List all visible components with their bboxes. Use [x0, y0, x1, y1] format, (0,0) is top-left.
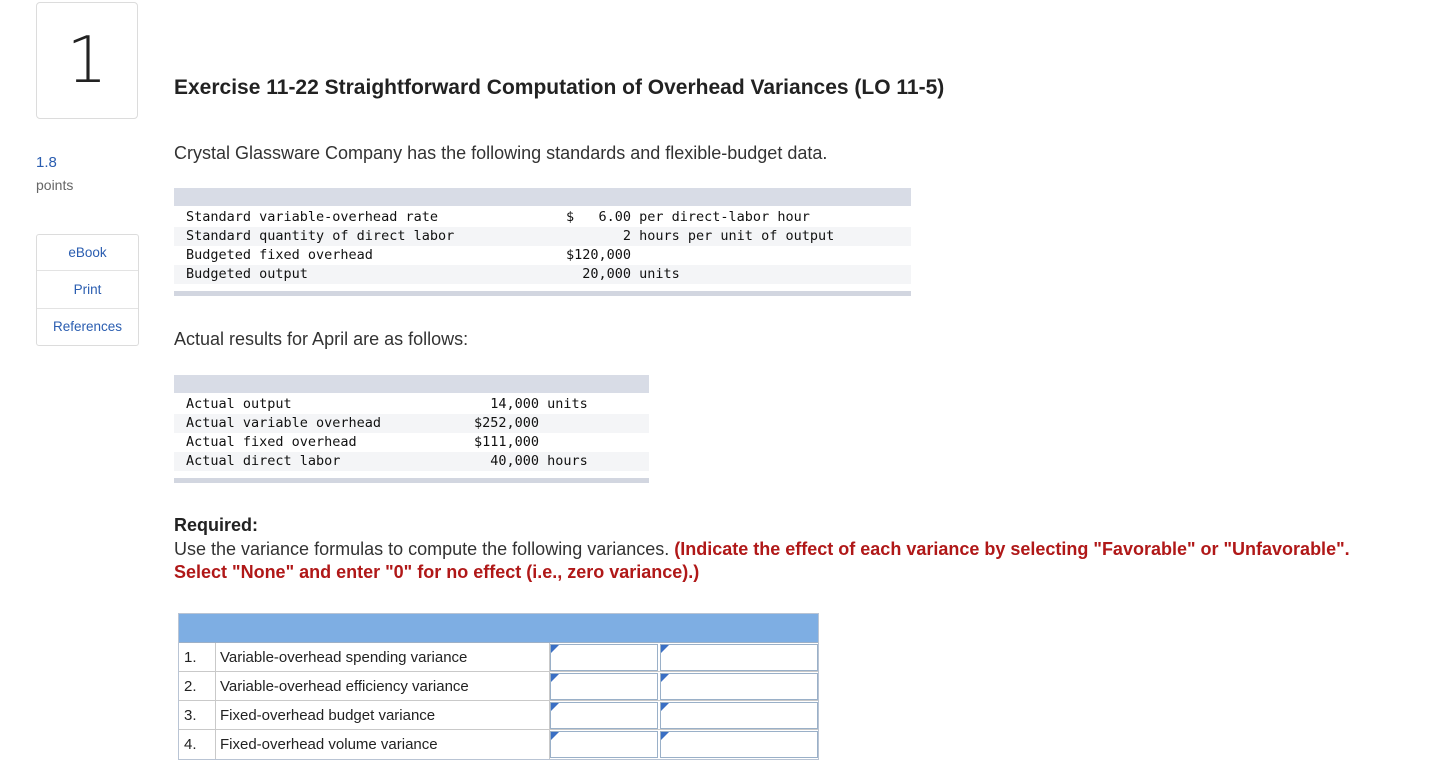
table-header-bar	[174, 375, 649, 393]
table-row	[174, 227, 911, 246]
question-number: 1	[66, 23, 108, 98]
row-number: 1.	[179, 643, 216, 671]
row-value: $111,000	[474, 434, 540, 450]
row-label: Actual direct labor	[186, 453, 341, 469]
row-value: 14,000 units	[474, 396, 588, 412]
variance-label: Variable-overhead spending variance	[216, 643, 550, 671]
effect-dropdown[interactable]	[550, 702, 658, 729]
amount-input[interactable]	[661, 645, 817, 670]
print-button[interactable]: Print	[37, 271, 138, 309]
row-value: $ 6.00 per direct-labor hour	[566, 209, 810, 225]
triangle-marker-icon	[551, 674, 559, 682]
references-button[interactable]: References	[52, 319, 123, 334]
triangle-marker-icon	[661, 674, 669, 682]
amount-cell	[660, 673, 818, 700]
points-value: 1.8	[36, 154, 57, 171]
points-label: points	[36, 177, 74, 193]
answer-table-header	[179, 614, 818, 643]
amount-input[interactable]	[661, 674, 817, 699]
table-header-bar	[174, 188, 911, 206]
answer-row	[179, 730, 818, 759]
table-row	[174, 265, 911, 284]
row-label: Actual output	[186, 396, 292, 412]
effect-dropdown[interactable]	[550, 731, 658, 758]
table-row	[174, 414, 649, 433]
actual-intro-text: Actual results for April are as follows:	[174, 329, 469, 349]
required-description: Use the variance formulas to compute the following variances.	[174, 539, 670, 559]
table-row	[174, 395, 649, 414]
row-value: 40,000 hours	[474, 453, 588, 469]
answer-table	[178, 613, 819, 760]
row-label: Budgeted output	[186, 266, 308, 282]
required-text	[174, 538, 1374, 584]
variance-label: Variable-overhead efficiency variance	[216, 672, 550, 700]
table-row	[174, 433, 649, 452]
table-footer-bar	[174, 291, 911, 296]
triangle-marker-icon	[551, 703, 559, 711]
triangle-marker-icon	[661, 645, 669, 653]
row-value: $252,000	[474, 415, 540, 431]
triangle-marker-icon	[551, 645, 559, 653]
exercise-title: Exercise 11-22 Straightforward Computation of Overhead Variances (LO 11-5)	[174, 76, 945, 99]
answer-row	[179, 643, 818, 672]
answer-row	[179, 672, 818, 701]
amount-cell	[660, 702, 818, 729]
table-row	[174, 452, 649, 471]
standards-table	[174, 188, 911, 296]
row-number: 4.	[179, 730, 216, 759]
table-row	[174, 208, 911, 227]
answer-row	[179, 701, 818, 730]
triangle-marker-icon	[661, 703, 669, 711]
amount-input[interactable]	[661, 732, 817, 757]
amount-input[interactable]	[661, 703, 817, 728]
intro-text: Crystal Glassware Company has the following standards and flexible-budget data.	[174, 143, 828, 163]
row-label: Standard quantity of direct labor	[186, 228, 455, 244]
row-number: 2.	[179, 672, 216, 700]
row-value: 2 hours per unit of output	[566, 228, 835, 244]
question-number-box	[36, 2, 138, 119]
variance-label: Fixed-overhead budget variance	[216, 701, 550, 729]
table-row	[174, 246, 911, 265]
triangle-marker-icon	[661, 732, 669, 740]
row-number: 3.	[179, 701, 216, 729]
row-label: Actual variable overhead	[186, 415, 382, 431]
amount-cell	[660, 644, 818, 671]
actual-results-table	[174, 375, 649, 483]
amount-cell	[660, 731, 818, 758]
variance-label: Fixed-overhead volume variance	[216, 730, 550, 759]
table-footer-bar	[174, 478, 649, 483]
row-label: Budgeted fixed overhead	[186, 247, 373, 263]
required-heading: Required:	[174, 515, 259, 535]
effect-dropdown[interactable]	[550, 644, 658, 671]
effect-dropdown[interactable]	[550, 673, 658, 700]
ebook-button[interactable]: eBook	[37, 235, 138, 271]
row-value: 20,000 units	[566, 266, 680, 282]
required-instruction: (Indicate the effect of each variance by selecting "Favorable" or "Unfavorable". Select "None" and enter "0" for no effect (i.e., zero variance).)	[174, 539, 1350, 582]
row-label: Actual fixed overhead	[186, 434, 357, 450]
triangle-marker-icon	[551, 732, 559, 740]
row-label: Standard variable-overhead rate	[186, 209, 438, 225]
resource-buttons	[36, 234, 139, 346]
row-value: $120,000	[566, 247, 632, 263]
